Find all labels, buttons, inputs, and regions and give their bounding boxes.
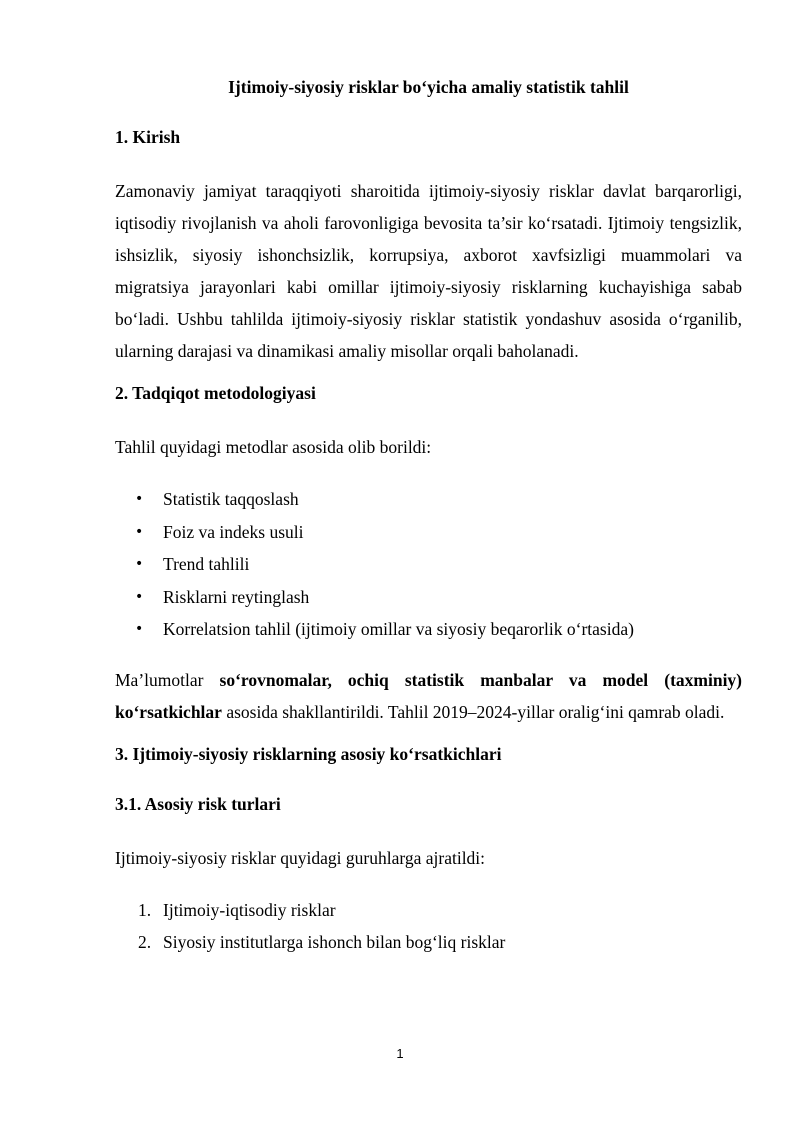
data-source-text: asosida shakllantirildi. Tahlil 2019–2024-yillar oralig‘ini qamrab oladi. bbox=[221, 701, 725, 722]
section-heading-risk-types: 3.1. Asosiy risk turlari bbox=[115, 793, 281, 814]
list-item: • Korrelatsion tahlil (ijtimoiy omillar va siyosiy beqarorlik o‘rtasida) bbox=[115, 613, 742, 646]
risk-types-list bbox=[115, 894, 742, 959]
list-item: • Trend tahlili bbox=[115, 548, 742, 581]
methodology-intro: Tahlil quyidagi metodlar asosida olib borildi: bbox=[115, 437, 432, 457]
list-item-text: Ijtimoiy-iqtisodiy risklar bbox=[163, 899, 336, 920]
data-source-emphasis: so‘rovnomalar, ochiq statistik manbalar va model (taxminiy) ko‘rsatkichlar bbox=[115, 669, 743, 722]
list-item: • Risklarni reytinglash bbox=[115, 581, 742, 614]
section-heading-intro: 1. Kirish bbox=[115, 127, 181, 147]
methods-list bbox=[115, 483, 742, 646]
data-source-text: Ma’lumotlar bbox=[115, 669, 220, 690]
section-heading-indicators: 3. Ijtimoiy-siyosiy risklarning asosiy ko‘rsatkichlari bbox=[115, 743, 502, 764]
list-item bbox=[115, 894, 742, 927]
section-heading-methodology: 2. Tadqiqot metodologiyasi bbox=[115, 383, 316, 403]
list-item bbox=[115, 926, 742, 959]
risk-types-intro: Ijtimoiy-siyosiy risklar quyidagi guruhlarga ajratildi: bbox=[115, 847, 486, 868]
page-number: 1 bbox=[396, 1046, 404, 1061]
document-body bbox=[115, 75, 742, 959]
list-item-text: Siyosiy institutlarga ishonch bilan bog‘liq risklar bbox=[163, 932, 506, 952]
data-source-paragraph bbox=[115, 664, 742, 728]
list-item-number: 1. bbox=[138, 899, 152, 920]
intro-paragraph: Zamonaviy jamiyat taraqqiyoti sharoitida ijtimoiy-siyosiy risklar davlat barqarorligi, iqtisodiy rivojlanish va aholi farovonligiga bevosita ta’sir ko‘rsatadi. Ijtimoiy tengsizlik, ishsizlik, siyosiy ishonchsizlik, korrupsiya, axborot xavfsizligi muammolari va migratsiya jarayonlari kabi omillar ijtimoiy-siyosiy risklarning kuchayishiga sabab bo‘ladi. Ushbu tahlilda ijtimoiy-siyosiy risklar statistik yondashuv asosida o‘rganilib, ularning darajasi va dinamikasi amaliy misollar orqali baholanadi. bbox=[115, 181, 742, 361]
list-item: • Statistik taqqoslash bbox=[115, 483, 742, 516]
document-title: Ijtimoiy-siyosiy risklar bo‘yicha amaliy statistik tahlil bbox=[228, 77, 629, 97]
list-item: • Foiz va indeks usuli bbox=[115, 516, 742, 549]
list-item-number: 2. bbox=[138, 932, 152, 952]
